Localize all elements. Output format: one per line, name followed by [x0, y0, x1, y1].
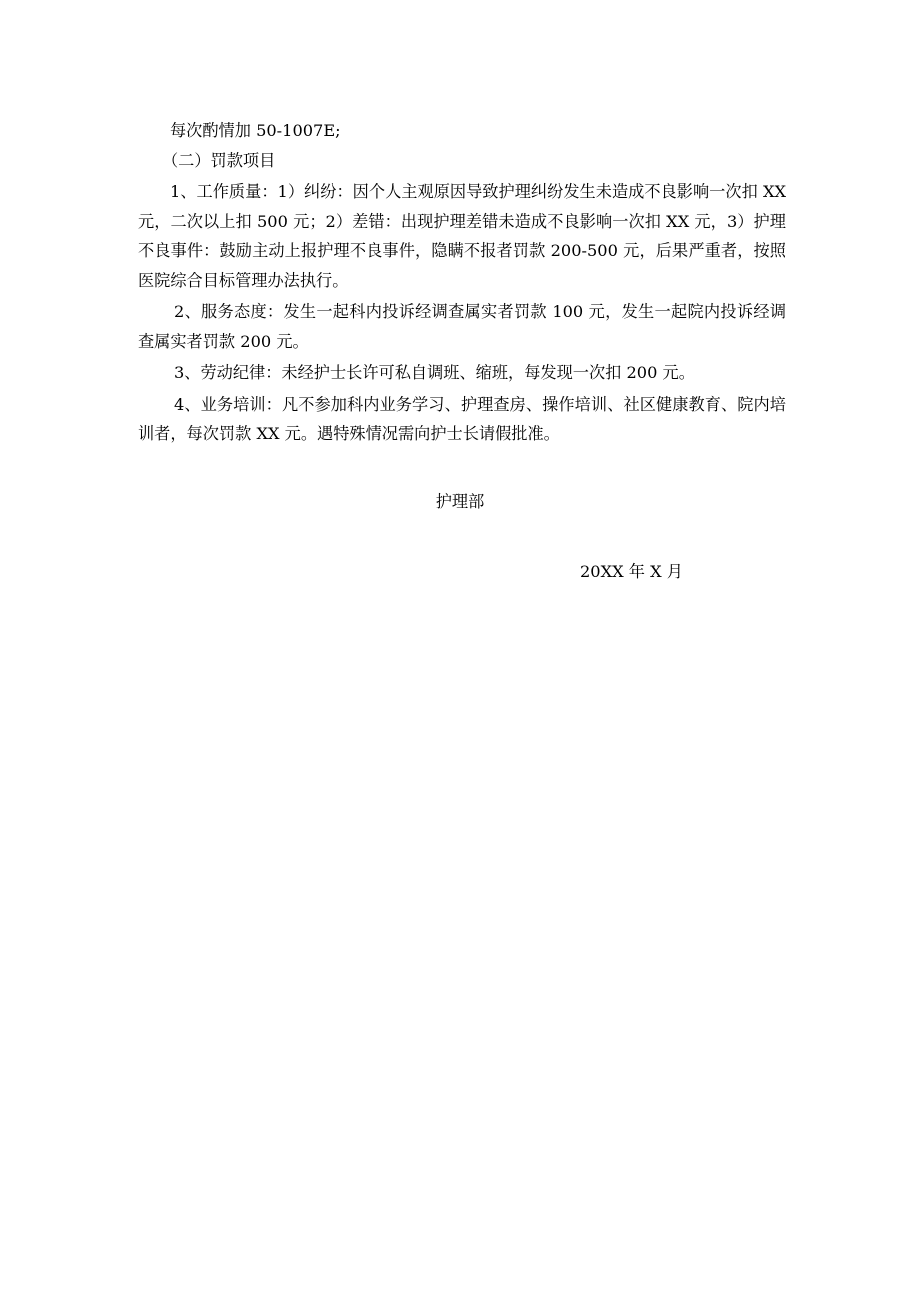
document-date: 20XX 年 X 月 — [580, 562, 683, 581]
paragraph-labor-discipline: 3、劳动纪律：未经护士长许可私自调班、缩班，每发现一次扣 200 元。 — [174, 363, 695, 382]
signature-department: 护理部 — [435, 492, 485, 511]
paragraph-service-attitude: 2、服务态度：发生一起科内投诉经调查属实者罚款 100 元，发生一起院内投诉经调查属实者罚款 200 元。 — [138, 302, 786, 351]
paragraph-training: 4、业务培训：凡不参加科内业务学习、护理查房、操作培训、社区健康教育、院内培训者，每次罚款 XX 元。遇特殊情况需向护士长请假批准。 — [138, 394, 786, 443]
paragraph-bonus-note: 每次酌情加 50-1007E; — [170, 121, 341, 140]
document-body — [138, 116, 786, 449]
section-heading-fines: （二）罚款项目 — [162, 150, 276, 170]
paragraph-work-quality: 1、工作质量：1）纠纷：因个人主观原因导致护理纠纷发生未造成不良影响一次扣 XX 元，二次以上扣 500 元；2）差错：出现护理差错未造成不良影响一次扣 XX 元，3）护理不良事件：鼓励主动上报护理不良事件，隐瞒不报者罚款 200-500 元，后果严重者，按照医院综合目标管理办法执行。 — [138, 182, 786, 290]
